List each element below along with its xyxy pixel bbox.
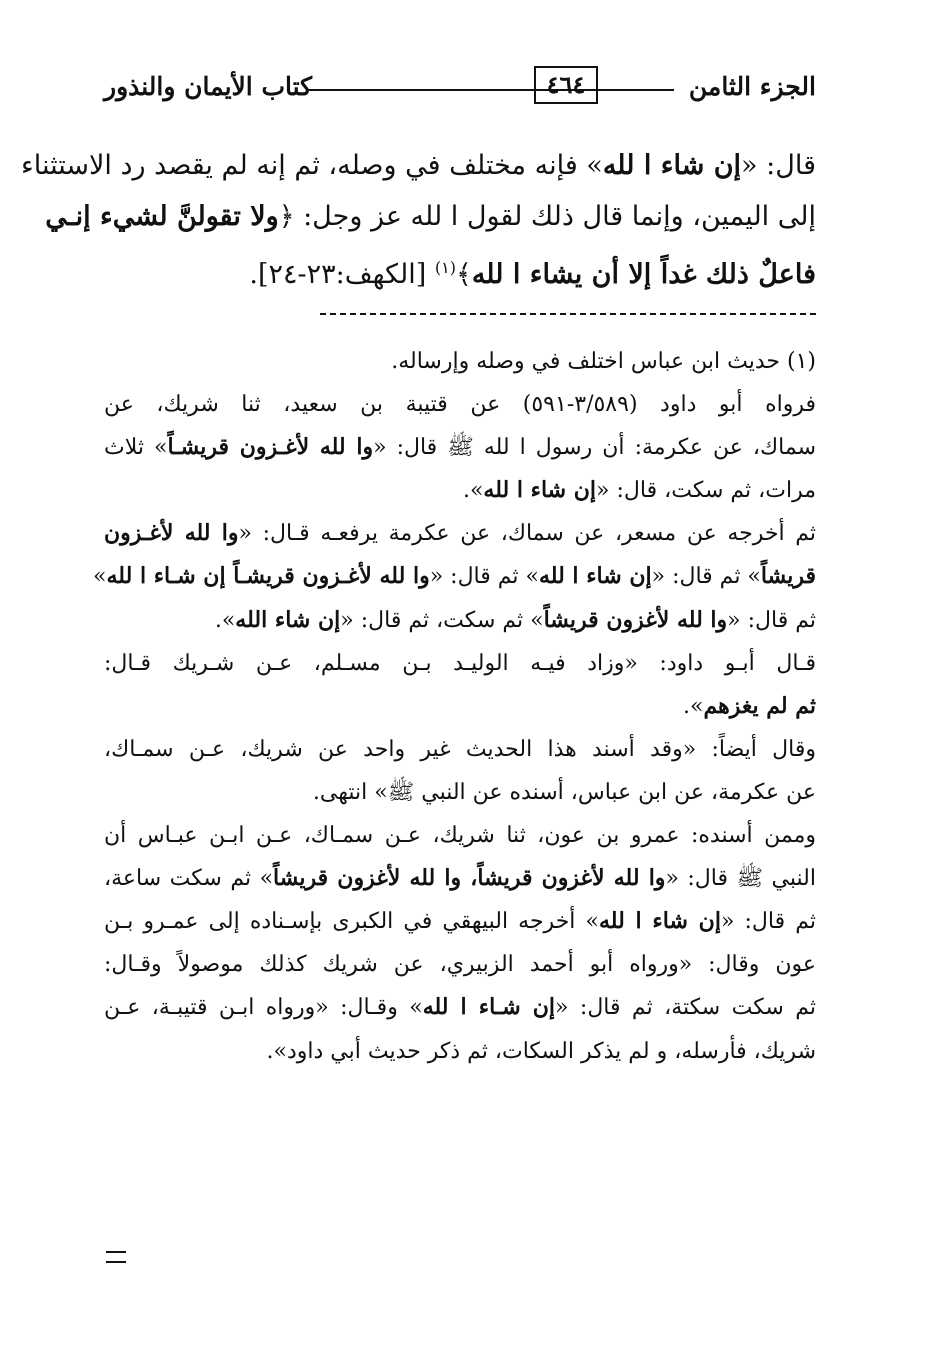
text-run: » <box>93 564 107 590</box>
bold-quote: إن شاء الله <box>235 606 341 633</box>
text-run: » فإنه مختلف في وصله، ثم إنه لم يقصد رد الاستثناء <box>21 150 603 181</box>
text-run: » ثم قال: « <box>651 564 761 590</box>
text-run: » ثم سكت، ثم قال: « <box>340 607 544 633</box>
text-run: قـال أبـو داود: «وزاد فيـه الوليـد بـن مسـلم، عـن شـريك قـال: <box>104 650 816 676</box>
footnotes <box>93 340 817 1073</box>
bold-quote: وا لله لأغزون قريشاً، وا لله لأغزون قريشاً <box>273 865 666 892</box>
text-run: ». <box>214 607 236 633</box>
bold-quote: ثم لم يغزهم <box>703 692 816 719</box>
text-run: » ثم قال: « <box>429 564 539 590</box>
continuation-mark <box>106 1251 126 1263</box>
footnote-line <box>104 599 816 642</box>
text-run: مرات، ثم سكت، قال: « <box>596 478 816 504</box>
footnote-line <box>104 1030 816 1073</box>
main-text-line <box>21 140 816 191</box>
footnote-line <box>104 900 816 943</box>
footnote-reference: (١) <box>434 258 456 277</box>
main-text <box>21 140 816 293</box>
footnote-line <box>104 943 816 986</box>
text-run: إلى اليمين، وإنما قال ذلك لقول ا لله عز وجل: ﴿ <box>278 201 816 232</box>
footnote-line <box>93 555 816 598</box>
footnote-line <box>104 383 816 426</box>
bold-quote: إن شاء ا لله <box>538 563 652 590</box>
bold-quote: إن شاء ا لله <box>602 150 742 181</box>
main-text-line <box>45 191 816 242</box>
text-run: النبي ﷺ قال: « <box>665 866 816 892</box>
footnote-line <box>104 857 816 900</box>
footnote-line <box>104 340 816 383</box>
footnote-line <box>104 426 816 469</box>
text-run: وممن أسنده: عمرو بن عون، ثنا شريك، عـن سمـاك، عـن ابـن عبـاس أن <box>104 823 816 849</box>
text-run: » ثم سكت ساعة، <box>104 866 274 892</box>
bold-quote: إن شـاء ا لله <box>422 994 556 1021</box>
text-run: (١) حديث ابن عباس اختلف في وصله وإرساله. <box>391 349 816 374</box>
footnote-line <box>104 728 816 771</box>
running-header <box>104 66 816 112</box>
footnote-line <box>104 814 816 857</box>
page-number: ٤٦٤ <box>534 66 598 104</box>
bold-quote: وا لله لأغـزون قريشـاً إن شـاء ا لله <box>106 563 430 590</box>
text-run: عن عكرمة، عن ابن عباس، أسنده عن النبي ﷺ» انتهى. <box>312 779 816 805</box>
text-run: » ثلاث <box>104 435 168 461</box>
text-run: وقال أيضاً: «وقد أسند هذا الحديث غير واحد عن شريك، عـن سمـاك، <box>104 736 816 762</box>
text-run: ». <box>462 478 484 504</box>
text-run: » أخرجه البيهقي في الكبرى بإسـناده إلى عمـرو بـن <box>104 909 599 935</box>
bold-quote: وا لله لأغـزون قريشـاً <box>167 434 374 461</box>
main-text-line <box>104 242 816 293</box>
bold-quote: قريشاً <box>760 563 816 590</box>
header-book-title: كتاب الأيمان والنذور <box>104 72 313 101</box>
footnote-separator <box>320 313 816 315</box>
footnote-line <box>104 512 816 555</box>
text-run: ثم سكت سكتة، ثم قال: « <box>555 995 816 1021</box>
text-run: ثم قال: « <box>727 607 816 633</box>
text-run: عون وقال: «ورواه أبو أحمد الزبيري، عن شريك كذلك موصولاً وقـال: <box>104 952 816 978</box>
bold-quote: فاعلٌ ذلك غداً إلا أن يشاء ا لله <box>471 259 816 290</box>
bold-quote: إن شاء ا لله <box>598 908 721 935</box>
text-run: [الكهف:٢٣-٢٤]. <box>249 259 435 290</box>
text-run: فرواه أبو داود (٣/٥٨٩-٥٩١) عن قتيبة بن سعيد، ثنا شريك، عن <box>104 392 816 418</box>
footnote-line <box>104 986 816 1029</box>
text-run: ». <box>683 693 704 719</box>
footnote-line <box>104 642 816 685</box>
footnote-line <box>104 469 816 512</box>
text-run: قال: « <box>741 150 816 181</box>
text-run: ثم قال: « <box>720 909 817 935</box>
text-run: ثم أخرجه عن مسعر، عن سماك، عن عكرمة يرفعـه قـال: « <box>238 521 816 547</box>
text-run: شريك، فأرسله، و لم يذكر السكات، ثم ذكر حديث أبي داود». <box>266 1038 816 1064</box>
header-rule-left <box>308 89 530 91</box>
footnote-line <box>104 685 816 728</box>
footnote-line <box>104 771 816 814</box>
bold-quote: إن شاء ا لله <box>483 477 597 504</box>
bold-quote: ولا تقولنَّ لشيء إنـي <box>45 201 279 232</box>
text-run: » وقـال: «ورواه ابـن قتيبـة، عـن <box>104 995 423 1021</box>
text-run: ﴾ <box>455 259 472 290</box>
bold-quote: وا لله لأغزون قريشاً <box>543 606 728 633</box>
bold-quote: وا لله لأغـزون <box>104 520 239 547</box>
text-run: سماك، عن عكرمة: أن رسول ا لله ﷺ قال: « <box>373 435 817 461</box>
header-part-label: الجزء الثامن <box>688 72 816 101</box>
